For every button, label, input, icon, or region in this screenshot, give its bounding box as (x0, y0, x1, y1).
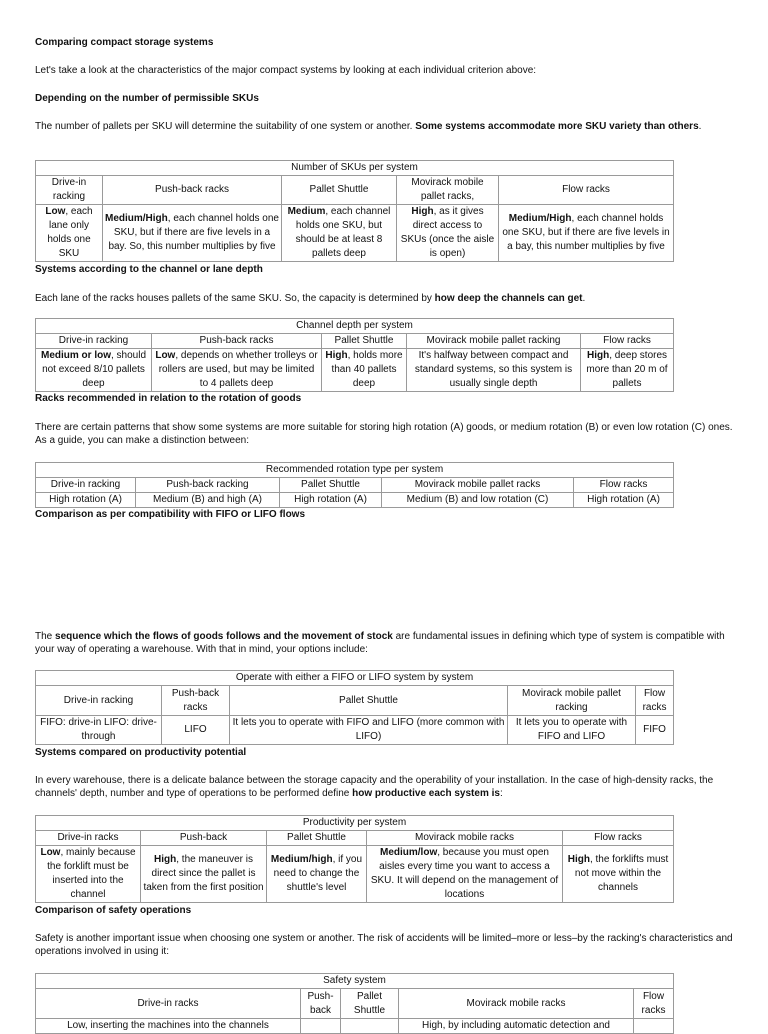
table-cell (141, 846, 267, 903)
table-caption: Channel depth per system (36, 319, 674, 334)
table-safety (35, 973, 674, 1034)
table-header-cell: Pallet Shuttle (282, 176, 397, 205)
table-header-cell: Movirack mobile pallet racking (407, 334, 581, 349)
table-cell (103, 205, 282, 262)
cell-text: , should not exceed 8/10 pallets deep (42, 350, 147, 389)
paragraph-emphasis: sequence which the flows of goods follows and the movement of stock (55, 631, 393, 642)
table-cell: High rotation (A) (574, 493, 674, 508)
table-cell (36, 846, 141, 903)
cell-text: , if you need to change the shuttle's level (273, 854, 363, 893)
table-cell (563, 846, 674, 903)
table-cell (301, 1019, 341, 1034)
cell-emphasis: High (325, 350, 348, 361)
paragraph-text: The (35, 631, 56, 642)
table-header-cell: Movirack mobile pallet racking (508, 686, 636, 716)
section-heading-rotation: Racks recommended in relation to the rotation of goods (35, 393, 302, 404)
table-cell: High rotation (A) (36, 493, 136, 508)
section-heading-skus: Depending on the number of permissible SKUs (35, 93, 259, 104)
table-cell (407, 349, 581, 392)
table-caption: Safety system (36, 974, 674, 989)
section-paragraph-fifo-lifo (35, 630, 735, 656)
cell-text: , each channel holds one SKU, but if there are five levels in a bay, this number multiplies by five (502, 213, 670, 252)
cell-emphasis: Low (45, 206, 66, 217)
cell-emphasis: High (586, 350, 610, 361)
paragraph-text: The number of pallets per SKU will determine the suitability of one system or another. (35, 121, 416, 132)
table-cell (282, 205, 397, 262)
cell-emphasis: High (154, 854, 177, 865)
paragraph-text: . (698, 121, 702, 132)
cell-emphasis: Medium or low (40, 350, 111, 361)
table-cell (152, 349, 322, 392)
table-cell (341, 1019, 399, 1034)
cell-emphasis: Medium/low (380, 847, 438, 858)
table-cell: Medium (B) and low rotation (C) (382, 493, 574, 508)
cell-text: , mainly because the forklift must be inserted into the channel (47, 847, 136, 900)
cell-text: It's halfway between compact and standard systems, so this system is usually single depth (414, 350, 573, 389)
cell-emphasis: Medium (287, 206, 326, 217)
table-header-cell: Push-back racking (136, 478, 280, 493)
table-cell: It lets you to operate with FIFO and LIFO (more common with LIFO) (230, 716, 508, 745)
table-header-cell: Movirack mobile racks (399, 989, 634, 1019)
document-title: Comparing compact storage systems (35, 37, 214, 48)
cell-emphasis: High (567, 854, 590, 865)
table-cell (367, 846, 563, 903)
table-cell (36, 349, 152, 392)
table-header-cell: Pallet Shuttle (322, 334, 407, 349)
cell-text: , the maneuver is direct since the pallet is taken from the first position (143, 854, 264, 893)
section-paragraph-channel-depth (35, 292, 735, 305)
cell-emphasis: High (411, 206, 434, 217)
paragraph-emphasis: how productive each system is (352, 788, 500, 799)
section-paragraph-productivity (35, 774, 735, 800)
table-header-cell: Flow racks (499, 176, 674, 205)
table-header-cell: Flow racks (634, 989, 674, 1019)
table-header-cell: Push-back racks (162, 686, 230, 716)
cell-text: , each channel holds one SKU, but should be at least 8 pallets deep (295, 206, 391, 259)
table-cell: Medium (B) and high (A) (136, 493, 280, 508)
table-cell: FIFO (636, 716, 674, 745)
table-cell: High, by including automatic detection and (399, 1019, 634, 1034)
cell-emphasis: Medium/high (270, 854, 333, 865)
table-cell: High rotation (A) (280, 493, 382, 508)
table-header-cell: Pallet Shuttle (341, 989, 399, 1019)
table-header-cell: Movirack mobile pallet racks (382, 478, 574, 493)
table-cell (267, 846, 367, 903)
table-header-cell: Pallet Shuttle (230, 686, 508, 716)
section-heading-safety: Comparison of safety operations (35, 905, 192, 916)
table-cell: It lets you to operate with FIFO and LIFO (508, 716, 636, 745)
paragraph-text: are fundamental issues in defining which type of system is compatible with your way of operating a warehouse. With that in mind, your options include: (35, 631, 725, 655)
table-header-cell: Push-back racks (103, 176, 282, 205)
paragraph-emphasis: Some systems accommodate more SKU variety than others (415, 121, 699, 132)
table-caption: Operate with either a FIFO or LIFO system by system (36, 671, 674, 686)
table-cell: LIFO (162, 716, 230, 745)
table-cell (581, 349, 674, 392)
table-header-cell: Drive-in racking (36, 686, 162, 716)
table-cell (499, 205, 674, 262)
cell-text: , depends on whether trolleys or rollers are used, but may be limited to 4 pallets deep (158, 350, 318, 389)
table-header-cell: Flow racks (581, 334, 674, 349)
section-heading-productivity: Systems compared on productivity potential (35, 747, 247, 758)
table-cell (634, 1019, 674, 1034)
table-header-cell: Drive-in racks (36, 989, 301, 1019)
cell-emphasis: Low (155, 350, 176, 361)
table-channel-depth (35, 318, 674, 392)
section-paragraph-rotation: There are certain patterns that show some systems are more suitable for storing high rotation (A) goods, or medium rotation (B) or even low rotation (C) ones. As a guide, you can make a distinction between: (35, 422, 733, 446)
table-skus-per-system (35, 160, 674, 262)
paragraph-emphasis: how deep the channels can get (434, 293, 583, 304)
section-heading-channel-depth: Systems according to the channel or lane depth (35, 264, 263, 275)
table-header-cell: Drive-in racking (36, 478, 136, 493)
table-header-cell: Flow racks (574, 478, 674, 493)
table-header-cell: Flow racks (636, 686, 674, 716)
paragraph-text: . (582, 293, 586, 304)
table-cell (36, 205, 103, 262)
table-caption: Productivity per system (36, 816, 674, 831)
table-caption: Number of SKUs per system (36, 161, 674, 176)
cell-text: , holds more than 40 pallets deep (331, 350, 403, 389)
table-rotation-type (35, 462, 674, 508)
table-caption: Recommended rotation type per system (36, 463, 674, 478)
cell-text: , as it gives direct access to SKUs (once the aisle is open) (400, 206, 495, 259)
table-header-cell: Push-back (301, 989, 341, 1019)
paragraph-text: : (499, 788, 503, 799)
table-header-cell: Drive-in racking (36, 176, 103, 205)
table-cell (322, 349, 407, 392)
table-header-cell: Drive-in racks (36, 831, 141, 846)
cell-emphasis: Medium/High (508, 213, 572, 224)
section-paragraph-safety: Safety is another important issue when choosing one system or another. The risk of accidents will be limited–more or less–by the racking's characteristics and operations involved in using it: (35, 933, 733, 957)
section-paragraph-skus (35, 120, 735, 133)
cell-text: , deep stores more than 20 m of pallets (586, 350, 668, 389)
table-cell (397, 205, 499, 262)
table-productivity (35, 815, 674, 903)
table-cell: Low, inserting the machines into the channels (36, 1019, 301, 1034)
section-heading-fifo-lifo: Comparison as per compatibility with FIFO or LIFO flows (35, 509, 306, 520)
cell-text: , each lane only holds one SKU (47, 206, 93, 259)
table-fifo-lifo (35, 670, 674, 745)
intro-paragraph: Let's take a look at the characteristics of the major compact systems by looking at each individual criterion above: (35, 65, 537, 76)
cell-text: , because you must open aisles every time you want to access a SKU. It will depend on the management of locations (370, 847, 559, 900)
table-header-cell: Push-back (141, 831, 267, 846)
cell-emphasis: Low (40, 847, 61, 858)
table-header-cell: Flow racks (563, 831, 674, 846)
table-header-cell: Pallet Shuttle (280, 478, 382, 493)
table-cell: FIFO: drive-in LIFO: drive-through (36, 716, 162, 745)
cell-text: , each channel holds one SKU, but if there are five levels in a bay. So, this number multiplies by five (108, 213, 279, 252)
table-header-cell: Drive-in racking (36, 334, 152, 349)
table-header-cell: Push-back racks (152, 334, 322, 349)
paragraph-text: In every warehouse, there is a delicate balance between the storage capacity and the operability of your installation. In the case of high-density racks, the channels' depth, number and type of operations to be performed define (35, 775, 714, 799)
table-header-cell: Movirack mobile racks (367, 831, 563, 846)
cell-emphasis: Medium/High (105, 213, 168, 224)
cell-text: , the forklifts must not move within the channels (574, 854, 669, 893)
table-header-cell: Pallet Shuttle (267, 831, 367, 846)
paragraph-text: Each lane of the racks houses pallets of the same SKU. So, the capacity is determined by (35, 293, 435, 304)
table-header-cell: Movirack mobile pallet racks, (397, 176, 499, 205)
